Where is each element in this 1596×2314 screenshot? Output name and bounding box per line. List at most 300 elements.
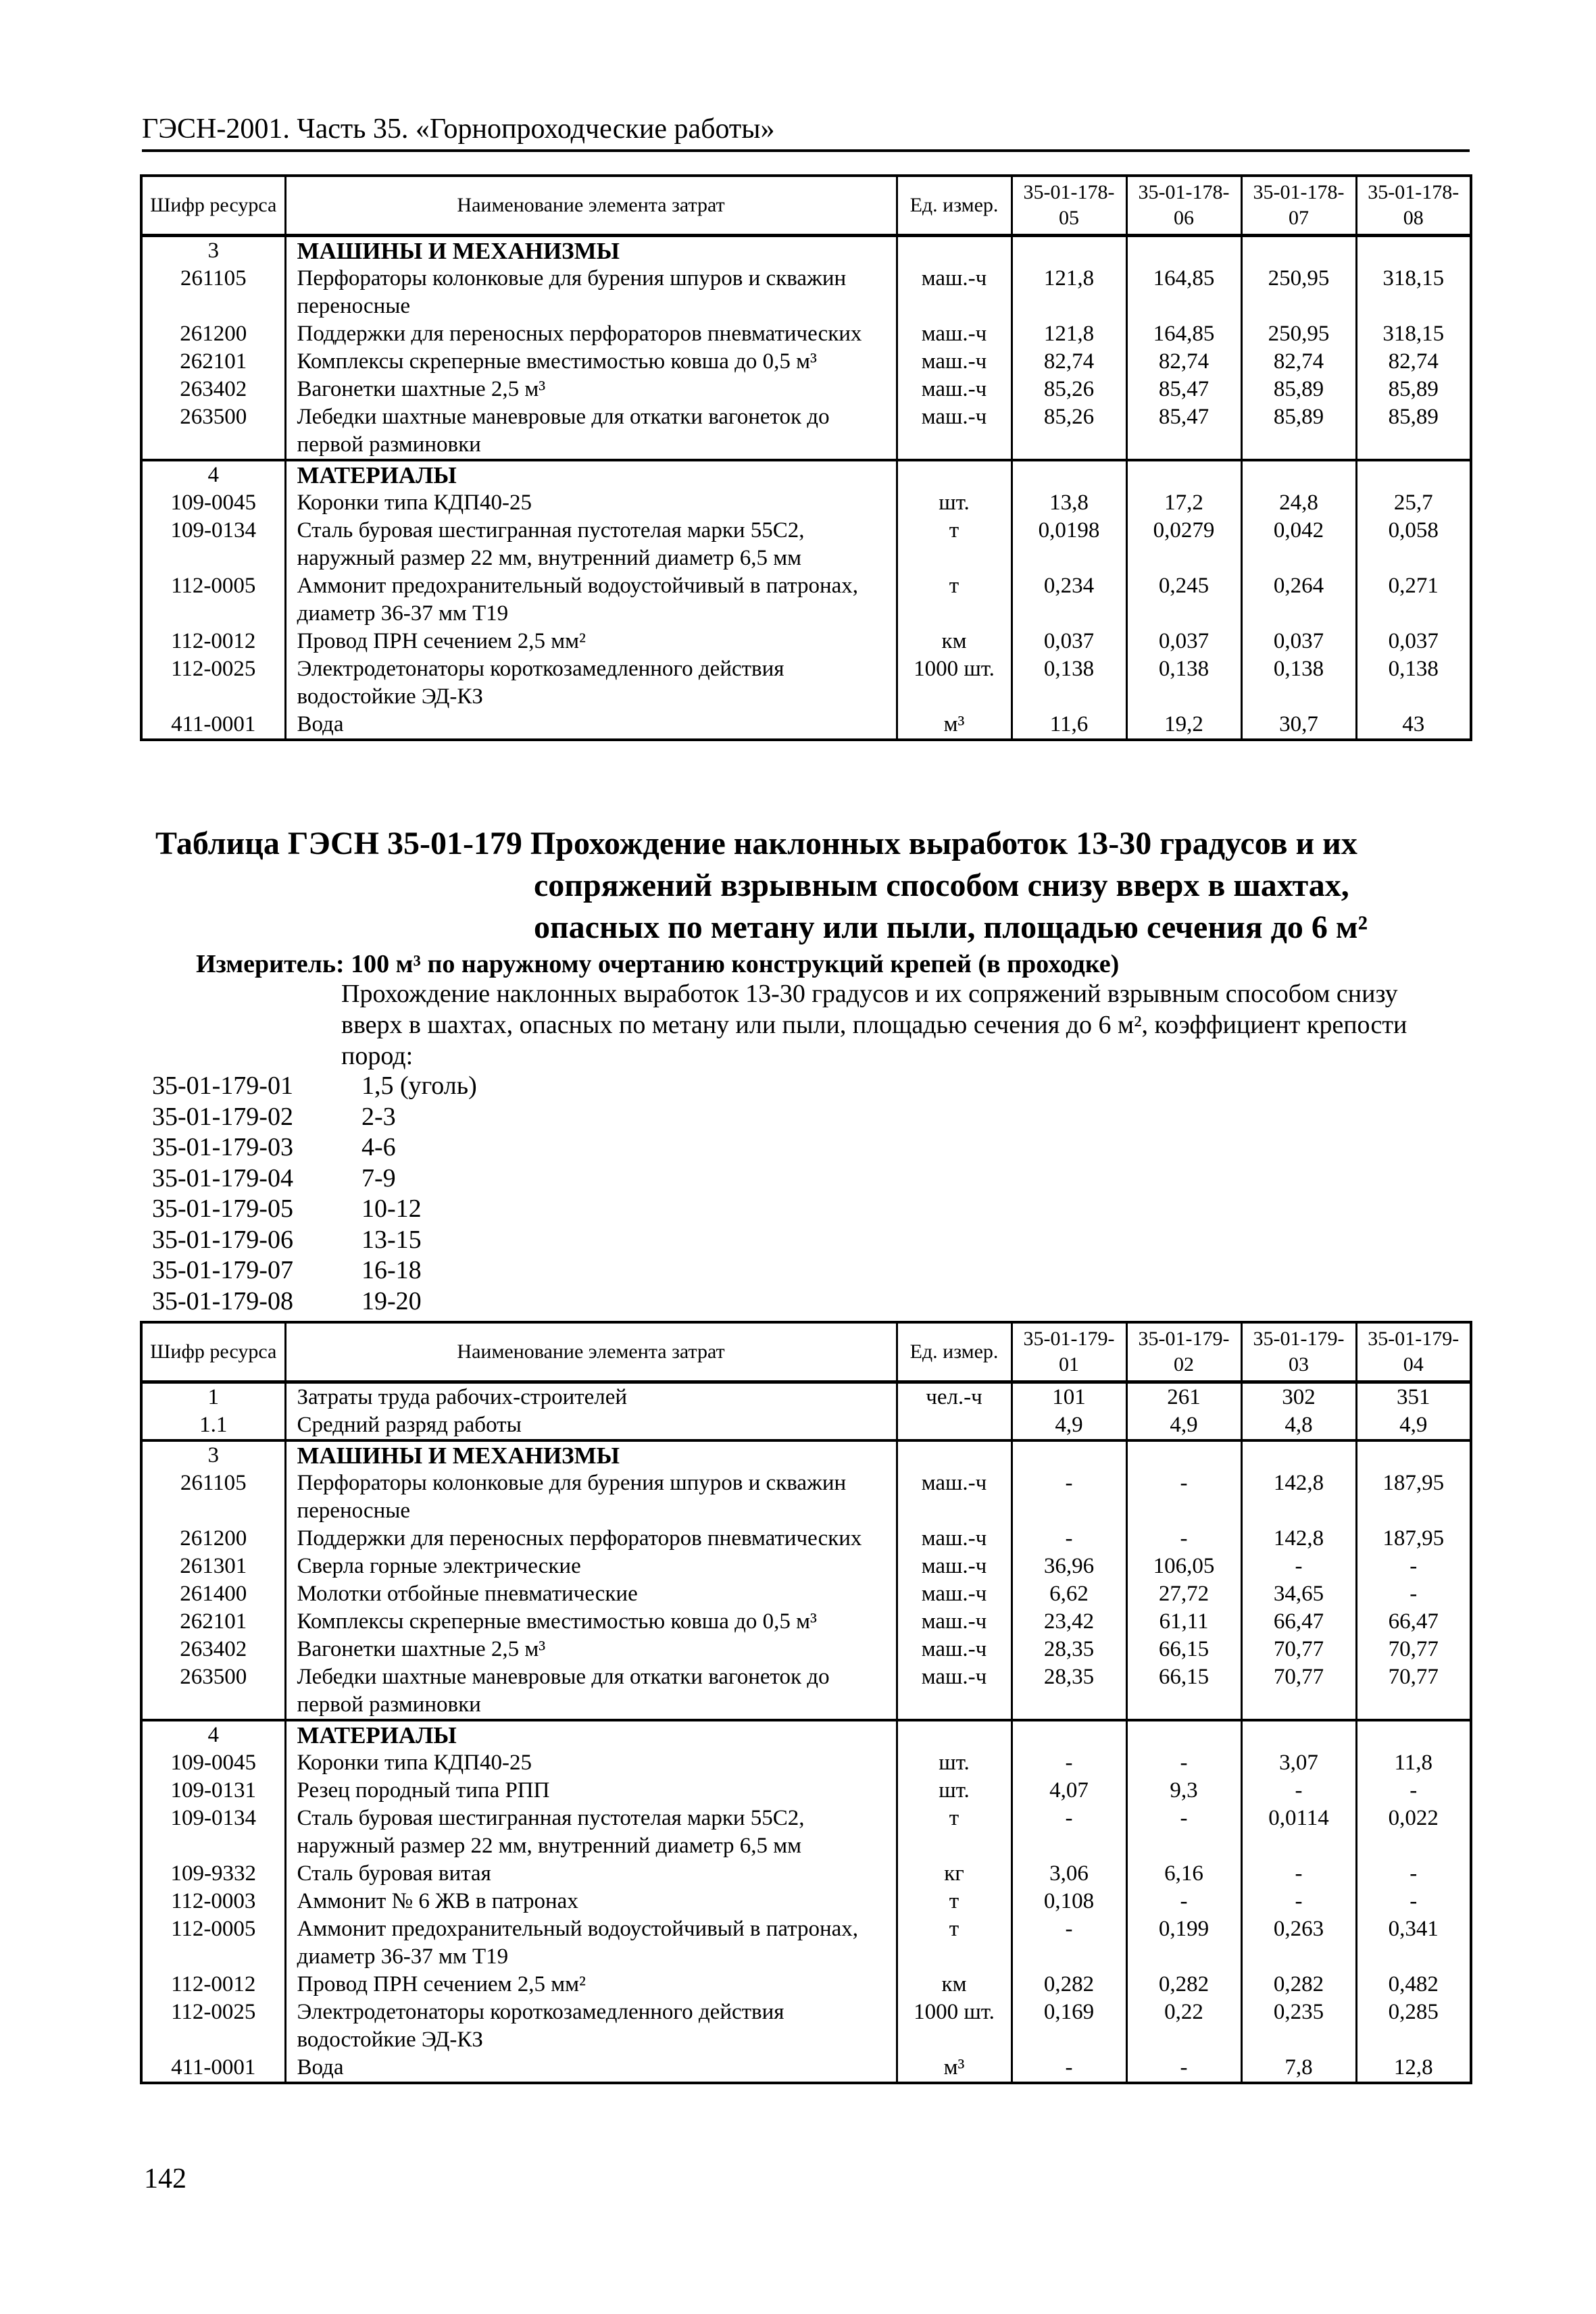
unit-of-measure: т <box>897 517 1012 572</box>
variant-item <box>152 1194 477 1225</box>
table-row <box>141 1998 1471 2054</box>
unit-of-measure: км <box>897 1971 1012 1998</box>
cost-element-name: Средний разряд работы <box>285 1411 897 1440</box>
norm-value: 12,8 <box>1356 2054 1471 2083</box>
header-norm-column: 35-01-179-04 <box>1356 1322 1471 1382</box>
norm-value: - <box>1356 1777 1471 1805</box>
section-title: МАТЕРИАЛЫ <box>285 1720 897 1749</box>
norm-value: 82,74 <box>1241 348 1356 376</box>
norm-value: 0,234 <box>1012 572 1126 628</box>
norm-value: 11,8 <box>1356 1749 1471 1777</box>
cost-element-name: Аммонит № 6 ЖВ в патронах <box>285 1888 897 1915</box>
variant-value: 4-6 <box>361 1133 396 1161</box>
norm-value: 7,8 <box>1241 2054 1356 2083</box>
norm-value: 24,8 <box>1241 489 1356 517</box>
table-title <box>155 823 1439 949</box>
norm-value: 6,16 <box>1126 1860 1241 1888</box>
norm-value: 0,22 <box>1126 1998 1241 2054</box>
norm-value <box>1012 236 1126 266</box>
norm-value <box>1241 1720 1356 1749</box>
cost-element-name: Молотки отбойные пневматические <box>285 1580 897 1608</box>
measure-unit: Измеритель: 100 м³ по наружному очертанию конструкций крепей (в проходке) <box>196 950 1120 978</box>
unit-of-measure: 1000 шт. <box>897 1998 1012 2054</box>
resource-code: 261105 <box>141 265 285 320</box>
cost-element-name: Сталь буровая шестигранная пустотелая марки 55С2, наружный размер 22 мм, внутренний диаметр 6,5 мм <box>285 517 897 572</box>
norm-value: 85,89 <box>1356 376 1471 403</box>
norm-value: 36,96 <box>1012 1553 1126 1580</box>
variant-code: 35-01-179-04 <box>152 1163 293 1192</box>
resource-table-179 <box>140 1321 1472 2084</box>
norm-value: 351 <box>1356 1382 1471 1412</box>
variant-code: 35-01-179-08 <box>152 1286 293 1315</box>
table-row <box>141 1888 1471 1915</box>
norm-value: 3,07 <box>1241 1749 1356 1777</box>
norm-value: 0,042 <box>1241 517 1356 572</box>
cost-element-name: Коронки типа КДП40-25 <box>285 1749 897 1777</box>
norm-value: 27,72 <box>1126 1580 1241 1608</box>
norm-value: - <box>1126 2054 1241 2083</box>
header-norm-column: 35-01-178-06 <box>1126 176 1241 236</box>
norm-value: 30,7 <box>1241 711 1356 740</box>
variant-code: 35-01-179-01 <box>152 1072 293 1100</box>
table-row <box>141 572 1471 628</box>
unit-of-measure: чел.-ч <box>897 1382 1012 1412</box>
norm-value: 85,47 <box>1126 403 1241 460</box>
unit-of-measure: шт. <box>897 1777 1012 1805</box>
resource-code: 109-0045 <box>141 489 285 517</box>
unit-of-measure: т <box>897 1888 1012 1915</box>
cost-element-name: Затраты труда рабочих-строителей <box>285 1382 897 1412</box>
cost-element-name: Лебедки шахтные маневровые для откатки вагонеток до первой разминовки <box>285 403 897 460</box>
norm-value: 121,8 <box>1012 320 1126 348</box>
norm-value: 0,235 <box>1241 1998 1356 2054</box>
norm-value: 4,9 <box>1356 1411 1471 1440</box>
header-norm-column: 35-01-179-03 <box>1241 1322 1356 1382</box>
norm-value: 82,74 <box>1012 348 1126 376</box>
unit-of-measure: шт. <box>897 489 1012 517</box>
norm-value: 0,037 <box>1126 628 1241 655</box>
header-norm-column: 35-01-179-01 <box>1012 1322 1126 1382</box>
norm-value: 261 <box>1126 1382 1241 1412</box>
resource-table-178 <box>140 174 1472 741</box>
norm-value: 17,2 <box>1126 489 1241 517</box>
header-resource-code: Шифр ресурса <box>141 1322 285 1382</box>
table-title-line: Таблица ГЭСН 35-01-179 Прохождение наклонных выработок 13-30 градусов и их <box>155 826 1357 861</box>
table-title-line: сопряжений взрывным способом снизу вверх в шахтах, <box>534 867 1349 903</box>
unit-of-measure: т <box>897 1805 1012 1860</box>
norm-value <box>1356 1720 1471 1749</box>
resource-code: 261105 <box>141 1469 285 1525</box>
variant-item <box>152 1163 477 1194</box>
variant-value: 7-9 <box>361 1163 396 1192</box>
norm-value: 0,264 <box>1241 572 1356 628</box>
running-header: ГЭСН-2001. Часть 35. «Горнопроходческие работы» <box>142 111 1470 152</box>
resource-code: 261200 <box>141 320 285 348</box>
resource-code: 261301 <box>141 1553 285 1580</box>
table-row <box>141 2054 1471 2083</box>
norm-value: 0,341 <box>1356 1915 1471 1971</box>
table-body <box>141 236 1471 740</box>
norm-value: 302 <box>1241 1382 1356 1412</box>
table-row <box>141 1663 1471 1720</box>
unit-of-measure: шт. <box>897 1749 1012 1777</box>
table-row <box>141 1411 1471 1440</box>
norm-value: 0,058 <box>1356 517 1471 572</box>
norm-value <box>1241 460 1356 489</box>
norm-value: 66,47 <box>1356 1608 1471 1636</box>
cost-element-name: Коронки типа КДП40-25 <box>285 489 897 517</box>
cost-element-name: Перфораторы колонковые для бурения шпуров и скважин переносные <box>285 1469 897 1525</box>
table-section-row <box>141 460 1471 489</box>
unit-of-measure: маш.-ч <box>897 1525 1012 1553</box>
norm-value: 250,95 <box>1241 265 1356 320</box>
resource-code: 112-0025 <box>141 655 285 711</box>
variant-item <box>152 1132 477 1163</box>
norm-value: 106,05 <box>1126 1553 1241 1580</box>
norm-value: 70,77 <box>1241 1636 1356 1663</box>
cost-element-name: Вагонетки шахтные 2,5 м³ <box>285 1636 897 1663</box>
unit-of-measure <box>897 460 1012 489</box>
table-row <box>141 1608 1471 1636</box>
table-section-row <box>141 1440 1471 1469</box>
norm-value: 164,85 <box>1126 265 1241 320</box>
norm-value: 28,35 <box>1012 1636 1126 1663</box>
header-norm-column: 35-01-178-07 <box>1241 176 1356 236</box>
unit-of-measure: км <box>897 628 1012 655</box>
resource-code: 261400 <box>141 1580 285 1608</box>
norm-value: 142,8 <box>1241 1469 1356 1525</box>
header-unit: Ед. измер. <box>897 176 1012 236</box>
resource-code: 109-0134 <box>141 1805 285 1860</box>
table-row <box>141 348 1471 376</box>
norm-value: - <box>1012 1915 1126 1971</box>
norm-value: 66,47 <box>1241 1608 1356 1636</box>
norm-value: - <box>1356 1860 1471 1888</box>
resource-code: 263500 <box>141 1663 285 1720</box>
norm-value: 85,47 <box>1126 376 1241 403</box>
table-row <box>141 1636 1471 1663</box>
unit-of-measure: 1000 шт. <box>897 655 1012 711</box>
header-unit: Ед. измер. <box>897 1322 1012 1382</box>
norm-value: - <box>1012 1525 1126 1553</box>
norm-value: 85,89 <box>1356 403 1471 460</box>
norm-value: - <box>1012 1805 1126 1860</box>
norm-value: 0,282 <box>1241 1971 1356 1998</box>
table-header-row <box>141 176 1471 236</box>
table-section-row <box>141 236 1471 266</box>
table-row <box>141 489 1471 517</box>
norm-value: - <box>1126 1749 1241 1777</box>
header-cost-element-name: Наименование элемента затрат <box>285 176 897 236</box>
table-row <box>141 320 1471 348</box>
resource-code: 112-0012 <box>141 1971 285 1998</box>
norm-value <box>1241 236 1356 266</box>
header-norm-column: 35-01-178-05 <box>1012 176 1126 236</box>
variant-item <box>152 1225 477 1256</box>
cost-element-name: Аммонит предохранительный водоустойчивый в патронах, диаметр 36-37 мм Т19 <box>285 1915 897 1971</box>
norm-value: 0,0198 <box>1012 517 1126 572</box>
unit-of-measure: маш.-ч <box>897 320 1012 348</box>
cost-element-name: Вода <box>285 2054 897 2083</box>
resource-code: 1.1 <box>141 1411 285 1440</box>
resource-code: 109-0045 <box>141 1749 285 1777</box>
norm-value <box>1356 236 1471 266</box>
norm-value: 70,77 <box>1241 1663 1356 1720</box>
norm-value: - <box>1356 1553 1471 1580</box>
norm-value: 0,282 <box>1012 1971 1126 1998</box>
unit-of-measure: маш.-ч <box>897 376 1012 403</box>
norm-value: 0,138 <box>1126 655 1241 711</box>
norm-value: 0,138 <box>1241 655 1356 711</box>
norm-value: 121,8 <box>1012 265 1126 320</box>
norm-value: - <box>1356 1888 1471 1915</box>
norm-value: 43 <box>1356 711 1471 740</box>
header-cost-element-name: Наименование элемента затрат <box>285 1322 897 1382</box>
norm-value: 61,11 <box>1126 1608 1241 1636</box>
norm-value: 164,85 <box>1126 320 1241 348</box>
cost-element-name: Аммонит предохранительный водоустойчивый в патронах, диаметр 36-37 мм Т19 <box>285 572 897 628</box>
cost-element-name: Электродетонаторы короткозамедленного действия водостойкие ЭД-КЗ <box>285 655 897 711</box>
resource-code: 262101 <box>141 1608 285 1636</box>
table-body <box>141 1382 1471 2084</box>
unit-of-measure: м³ <box>897 2054 1012 2083</box>
norm-value: 11,6 <box>1012 711 1126 740</box>
table-row <box>141 1553 1471 1580</box>
table-row <box>141 1860 1471 1888</box>
table-row <box>141 403 1471 460</box>
norm-value: - <box>1012 1749 1126 1777</box>
table-row <box>141 1777 1471 1805</box>
cost-element-name: Лебедки шахтные маневровые для откатки вагонеток до первой разминовки <box>285 1663 897 1720</box>
table-description: Прохождение наклонных выработок 13-30 градусов и их сопряжений взрывным способом снизу вверх в шахтах, опасных по метану или пыли, площадью сечения до 6 м², коэффициент крепости пород: <box>341 980 1407 1070</box>
variant-item <box>152 1255 477 1286</box>
norm-value <box>1126 236 1241 266</box>
cost-element-name: Провод ПРН сечением 2,5 мм² <box>285 628 897 655</box>
norm-value: - <box>1126 1469 1241 1525</box>
resource-code: 3 <box>141 1440 285 1469</box>
variant-code: 35-01-179-05 <box>152 1194 293 1223</box>
unit-of-measure: маш.-ч <box>897 265 1012 320</box>
norm-value <box>1126 1440 1241 1469</box>
norm-value <box>1012 460 1126 489</box>
table-row <box>141 1971 1471 1998</box>
unit-of-measure <box>897 236 1012 266</box>
variant-item <box>152 1102 477 1133</box>
norm-value: 0,282 <box>1126 1971 1241 1998</box>
table-row <box>141 265 1471 320</box>
norm-value: 3,06 <box>1012 1860 1126 1888</box>
variant-value: 2-3 <box>361 1102 396 1131</box>
resource-code: 109-0134 <box>141 517 285 572</box>
norm-value: 187,95 <box>1356 1525 1471 1553</box>
norm-value: 318,15 <box>1356 320 1471 348</box>
norm-value <box>1012 1440 1126 1469</box>
resource-code: 411-0001 <box>141 2054 285 2083</box>
cost-element-name: Электродетонаторы короткозамедленного действия водостойкие ЭД-КЗ <box>285 1998 897 2054</box>
resource-code: 112-0005 <box>141 1915 285 1971</box>
unit-of-measure: м³ <box>897 711 1012 740</box>
norm-value: 187,95 <box>1356 1469 1471 1525</box>
norm-value: 25,7 <box>1356 489 1471 517</box>
cost-element-name: Поддержки для переносных перфораторов пневматических <box>285 1525 897 1553</box>
norm-value: 4,9 <box>1126 1411 1241 1440</box>
table-row <box>141 517 1471 572</box>
unit-of-measure <box>897 1411 1012 1440</box>
norm-value: 6,62 <box>1012 1580 1126 1608</box>
norm-value: 0,199 <box>1126 1915 1241 1971</box>
cost-element-name: Провод ПРН сечением 2,5 мм² <box>285 1971 897 1998</box>
norm-value: 4,9 <box>1012 1411 1126 1440</box>
norm-value: 70,77 <box>1356 1663 1471 1720</box>
norm-value <box>1126 1720 1241 1749</box>
norm-value: - <box>1012 1469 1126 1525</box>
header-resource-code: Шифр ресурса <box>141 176 285 236</box>
unit-of-measure: маш.-ч <box>897 1580 1012 1608</box>
resource-code: 112-0003 <box>141 1888 285 1915</box>
cost-element-name: Комплексы скреперные вместимостью ковша до 0,5 м³ <box>285 348 897 376</box>
norm-value: 13,8 <box>1012 489 1126 517</box>
norm-value: 0,138 <box>1356 655 1471 711</box>
norm-value: 250,95 <box>1241 320 1356 348</box>
norm-value: 34,65 <box>1241 1580 1356 1608</box>
resource-code: 261200 <box>141 1525 285 1553</box>
norm-value: - <box>1241 1888 1356 1915</box>
table-row <box>141 1525 1471 1553</box>
norm-value: 0,169 <box>1012 1998 1126 2054</box>
norm-value: - <box>1012 2054 1126 2083</box>
cost-element-name: Вода <box>285 711 897 740</box>
norm-value: 0,271 <box>1356 572 1471 628</box>
variant-item <box>152 1071 477 1102</box>
resource-code: 112-0012 <box>141 628 285 655</box>
table-row <box>141 628 1471 655</box>
norm-value <box>1126 460 1241 489</box>
variant-code: 35-01-179-03 <box>152 1133 293 1161</box>
norm-value: 0,037 <box>1241 628 1356 655</box>
unit-of-measure: маш.-ч <box>897 1608 1012 1636</box>
norm-value: 0,037 <box>1012 628 1126 655</box>
norm-value: - <box>1241 1553 1356 1580</box>
resource-code: 112-0025 <box>141 1998 285 2054</box>
table-row <box>141 1580 1471 1608</box>
resource-code: 4 <box>141 1720 285 1749</box>
unit-of-measure: маш.-ч <box>897 403 1012 460</box>
cost-element-name: Резец породный типа РПП <box>285 1777 897 1805</box>
section-title: МАШИНЫ И МЕХАНИЗМЫ <box>285 236 897 266</box>
norm-value <box>1241 1440 1356 1469</box>
table-row <box>141 1915 1471 1971</box>
resource-code: 1 <box>141 1382 285 1412</box>
norm-value: - <box>1241 1860 1356 1888</box>
norm-value: 0,022 <box>1356 1805 1471 1860</box>
resource-code: 4 <box>141 460 285 489</box>
unit-of-measure: кг <box>897 1860 1012 1888</box>
resource-code: 263402 <box>141 1636 285 1663</box>
table-row <box>141 711 1471 740</box>
resource-code: 3 <box>141 236 285 266</box>
norm-value: 4,07 <box>1012 1777 1126 1805</box>
header-norm-column: 35-01-178-08 <box>1356 176 1471 236</box>
norm-value: - <box>1126 1888 1241 1915</box>
norm-value: - <box>1126 1525 1241 1553</box>
resource-code: 262101 <box>141 348 285 376</box>
resource-code: 109-9332 <box>141 1860 285 1888</box>
norm-value: - <box>1241 1777 1356 1805</box>
norm-value: 101 <box>1012 1382 1126 1412</box>
resource-code: 112-0005 <box>141 572 285 628</box>
unit-of-measure: т <box>897 572 1012 628</box>
table-header-row <box>141 1322 1471 1382</box>
variant-value: 16-18 <box>361 1256 422 1284</box>
variant-list <box>152 1071 477 1317</box>
cost-element-name: Перфораторы колонковые для бурения шпуров и скважин переносные <box>285 265 897 320</box>
unit-of-measure: маш.-ч <box>897 348 1012 376</box>
section-title: МАШИНЫ И МЕХАНИЗМЫ <box>285 1440 897 1469</box>
unit-of-measure: т <box>897 1915 1012 1971</box>
table-section-row <box>141 1720 1471 1749</box>
variant-code: 35-01-179-07 <box>152 1256 293 1284</box>
norm-value: 9,3 <box>1126 1777 1241 1805</box>
norm-value: 0,0114 <box>1241 1805 1356 1860</box>
norm-value <box>1356 460 1471 489</box>
norm-value: 0,138 <box>1012 655 1126 711</box>
norm-value <box>1356 1440 1471 1469</box>
norm-value: - <box>1356 1580 1471 1608</box>
variant-value: 1,5 (уголь) <box>361 1072 477 1100</box>
resource-code: 263402 <box>141 376 285 403</box>
norm-value: 0,482 <box>1356 1971 1471 1998</box>
norm-value: 0,108 <box>1012 1888 1126 1915</box>
cost-element-name: Комплексы скреперные вместимостью ковша до 0,5 м³ <box>285 1608 897 1636</box>
unit-of-measure: маш.-ч <box>897 1469 1012 1525</box>
norm-value: 0,285 <box>1356 1998 1471 2054</box>
variant-value: 13-15 <box>361 1225 422 1254</box>
norm-value: 19,2 <box>1126 711 1241 740</box>
variant-value: 10-12 <box>361 1194 422 1223</box>
table-row <box>141 1805 1471 1860</box>
norm-value: 85,89 <box>1241 376 1356 403</box>
cost-element-name: Вагонетки шахтные 2,5 м³ <box>285 376 897 403</box>
table-row <box>141 1382 1471 1412</box>
cost-element-name: Сталь буровая витая <box>285 1860 897 1888</box>
section-title: МАТЕРИАЛЫ <box>285 460 897 489</box>
norm-value: 0,263 <box>1241 1915 1356 1971</box>
norm-value: 85,89 <box>1241 403 1356 460</box>
table-title-line: опасных по метану или пыли, площадью сечения до 6 м² <box>534 909 1368 945</box>
table-row <box>141 1469 1471 1525</box>
norm-value: 0,0279 <box>1126 517 1241 572</box>
cost-element-name: Сверла горные электрические <box>285 1553 897 1580</box>
norm-value <box>1012 1720 1126 1749</box>
norm-value: 82,74 <box>1126 348 1241 376</box>
unit-of-measure <box>897 1720 1012 1749</box>
norm-value: 0,037 <box>1356 628 1471 655</box>
resource-code: 411-0001 <box>141 711 285 740</box>
norm-value: 82,74 <box>1356 348 1471 376</box>
norm-value: 318,15 <box>1356 265 1471 320</box>
norm-value: 66,15 <box>1126 1636 1241 1663</box>
variant-item <box>152 1286 477 1317</box>
variant-code: 35-01-179-06 <box>152 1225 293 1254</box>
norm-value: 66,15 <box>1126 1663 1241 1720</box>
norm-value: 4,8 <box>1241 1411 1356 1440</box>
norm-value: 70,77 <box>1356 1636 1471 1663</box>
table-row <box>141 1749 1471 1777</box>
norm-value: 28,35 <box>1012 1663 1126 1720</box>
resource-code: 109-0131 <box>141 1777 285 1805</box>
norm-value: 85,26 <box>1012 376 1126 403</box>
norm-value: 23,42 <box>1012 1608 1126 1636</box>
